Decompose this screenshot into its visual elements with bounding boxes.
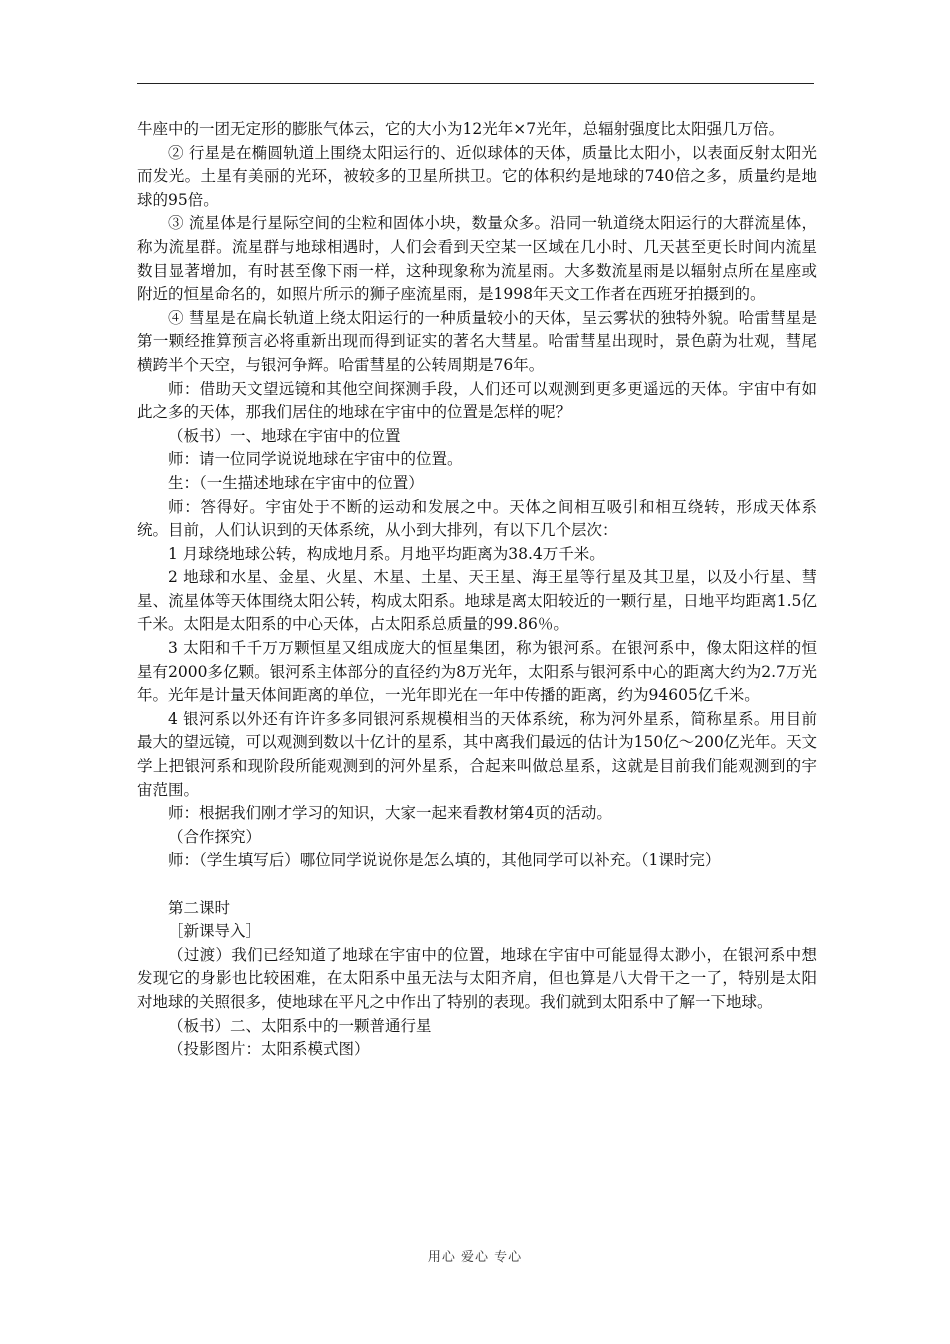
paragraph-student: 生：（一生描述地球在宇宙中的位置） (168, 473, 424, 492)
blank-line (137, 873, 817, 897)
paragraph-comet: ④ 彗星是在扁长轨道上绕太阳运行的一种质量较小的天体，呈云雾状的独特外貌。哈雷彗星是第一颗经推算预言必将重新出现而得到证实的著名大彗星。哈雷彗星出现时，景色蔚为壮观，彗尾横跨半个天空，与银河争辉。哈雷彗星的公转周期是76年。 (137, 308, 817, 374)
section-second-lesson: 第二课时 (168, 898, 231, 917)
paragraph-cooperative: （合作探究） (168, 827, 262, 846)
paragraph-teacher-end: 师：（学生填写后）哪位同学说说你是怎么填的，其他同学可以补充。（1课时完） (168, 851, 721, 870)
page-footer: 用心 爱心 专心 (427, 1250, 523, 1265)
paragraph-level-3: 3 太阳和千千万万颗恒星又组成庞大的恒星集团，称为银河系。在银河系中，像太阳这样的恒星有2000多亿颗。银河系主体部分的直径约为8万光年，太阳系与银河系中心的距离大约为2.7万光年。光年是计量天体间距离的单位，一光年即光在一年中传播的距离，约为94605亿千米。 (137, 639, 817, 705)
paragraph-level-4: 4 银河系以外还有许许多多同银河系规模相当的天体系统，称为河外星系，简称星系。用目前最大的望远镜，可以观测到数以十亿计的星系，其中离我们最远的估计为150亿～200亿光年。天文学上把银河系和现阶段所能观测到的河外星系，合起来叫做总星系，这就是目前我们能观测到的宇宙范围。 (137, 709, 817, 799)
paragraph-teacher-ask: 师：请一位同学说说地球在宇宙中的位置。 (168, 450, 463, 469)
document-body (137, 118, 817, 1062)
paragraph-planet: ② 行星是在椭圆轨道上围绕太阳运行的、近似球体的天体，质量比太阳小，以表面反射太阳光而发光。土星有美丽的光环，被较多的卫星所拱卫。它的体积约是地球的740倍之多，质量约是地球的95倍。 (137, 143, 817, 209)
paragraph-teacher-question: 师：借助天文望远镜和其他空间探测手段，人们还可以观测到更多更遥远的天体。宇宙中有如此之多的天体，那我们居住的地球在宇宙中的位置是怎样的呢？ (137, 379, 817, 422)
paragraph-teacher-systems: 师：答得好。宇宙处于不断的运动和发展之中。天体之间相互吸引和相互绕转，形成天体系统。目前，人们认识到的天体系统，从小到大排列，有以下几个层次： (137, 497, 817, 540)
paragraph-activity: 师：根据我们刚才学习的知识，大家一起来看教材第4页的活动。 (168, 804, 612, 823)
paragraph-board-heading-2: （板书）二、太阳系中的一颗普通行星 (168, 1016, 432, 1035)
paragraph-projection: （投影图片：太阳系模式图） (168, 1040, 370, 1059)
paragraph-board-heading-1: （板书）一、地球在宇宙中的位置 (168, 426, 401, 445)
paragraph-continuation: 牛座中的一团无定形的膨胀气体云，它的大小为12光年×7光年，总辐射强度比太阳强几万倍。 (137, 120, 785, 138)
paragraph-level-1: 1 月球绕地球公转，构成地月系。月地平均距离为38.4万千米。 (168, 544, 605, 563)
header-rule (137, 83, 814, 84)
paragraph-transition: （过渡）我们已经知道了地球在宇宙中的位置，地球在宇宙中可能显得太渺小，在银河系中想发现它的身影也比较困难，在太阳系中虽无法与太阳齐肩，但也算是八大骨干之一了，特别是太阳对地球的关照很多，使地球在平凡之中作出了特别的表现。我们就到太阳系中了解一下地球。 (137, 945, 817, 1011)
paragraph-meteor: ③ 流星体是行星际空间的尘粒和固体小块，数量众多。沿同一轨道绕太阳运行的大群流星体，称为流星群。流星群与地球相遇时，人们会看到天空某一区域在几小时、几天甚至更长时间内流星数目显著增加，有时甚至像下雨一样，这种现象称为流星雨。大多数流星雨是以辐射点所在星座或附近的恒星命名的，如照片所示的狮子座流星雨，是1998年天文工作者在西班牙拍摄到的。 (137, 214, 817, 304)
paragraph-level-2: 2 地球和水星、金星、火星、木星、土星、天王星、海王星等行星及其卫星，以及小行星、彗星、流星体等天体围绕太阳公转，构成太阳系。地球是离太阳较近的一颗行星，日地平均距离1.5亿千米。太阳是太阳系的中心天体，占太阳系总质量的99.86％。 (137, 568, 817, 634)
section-new-lesson-intro: ［新课导入］ (168, 922, 262, 941)
